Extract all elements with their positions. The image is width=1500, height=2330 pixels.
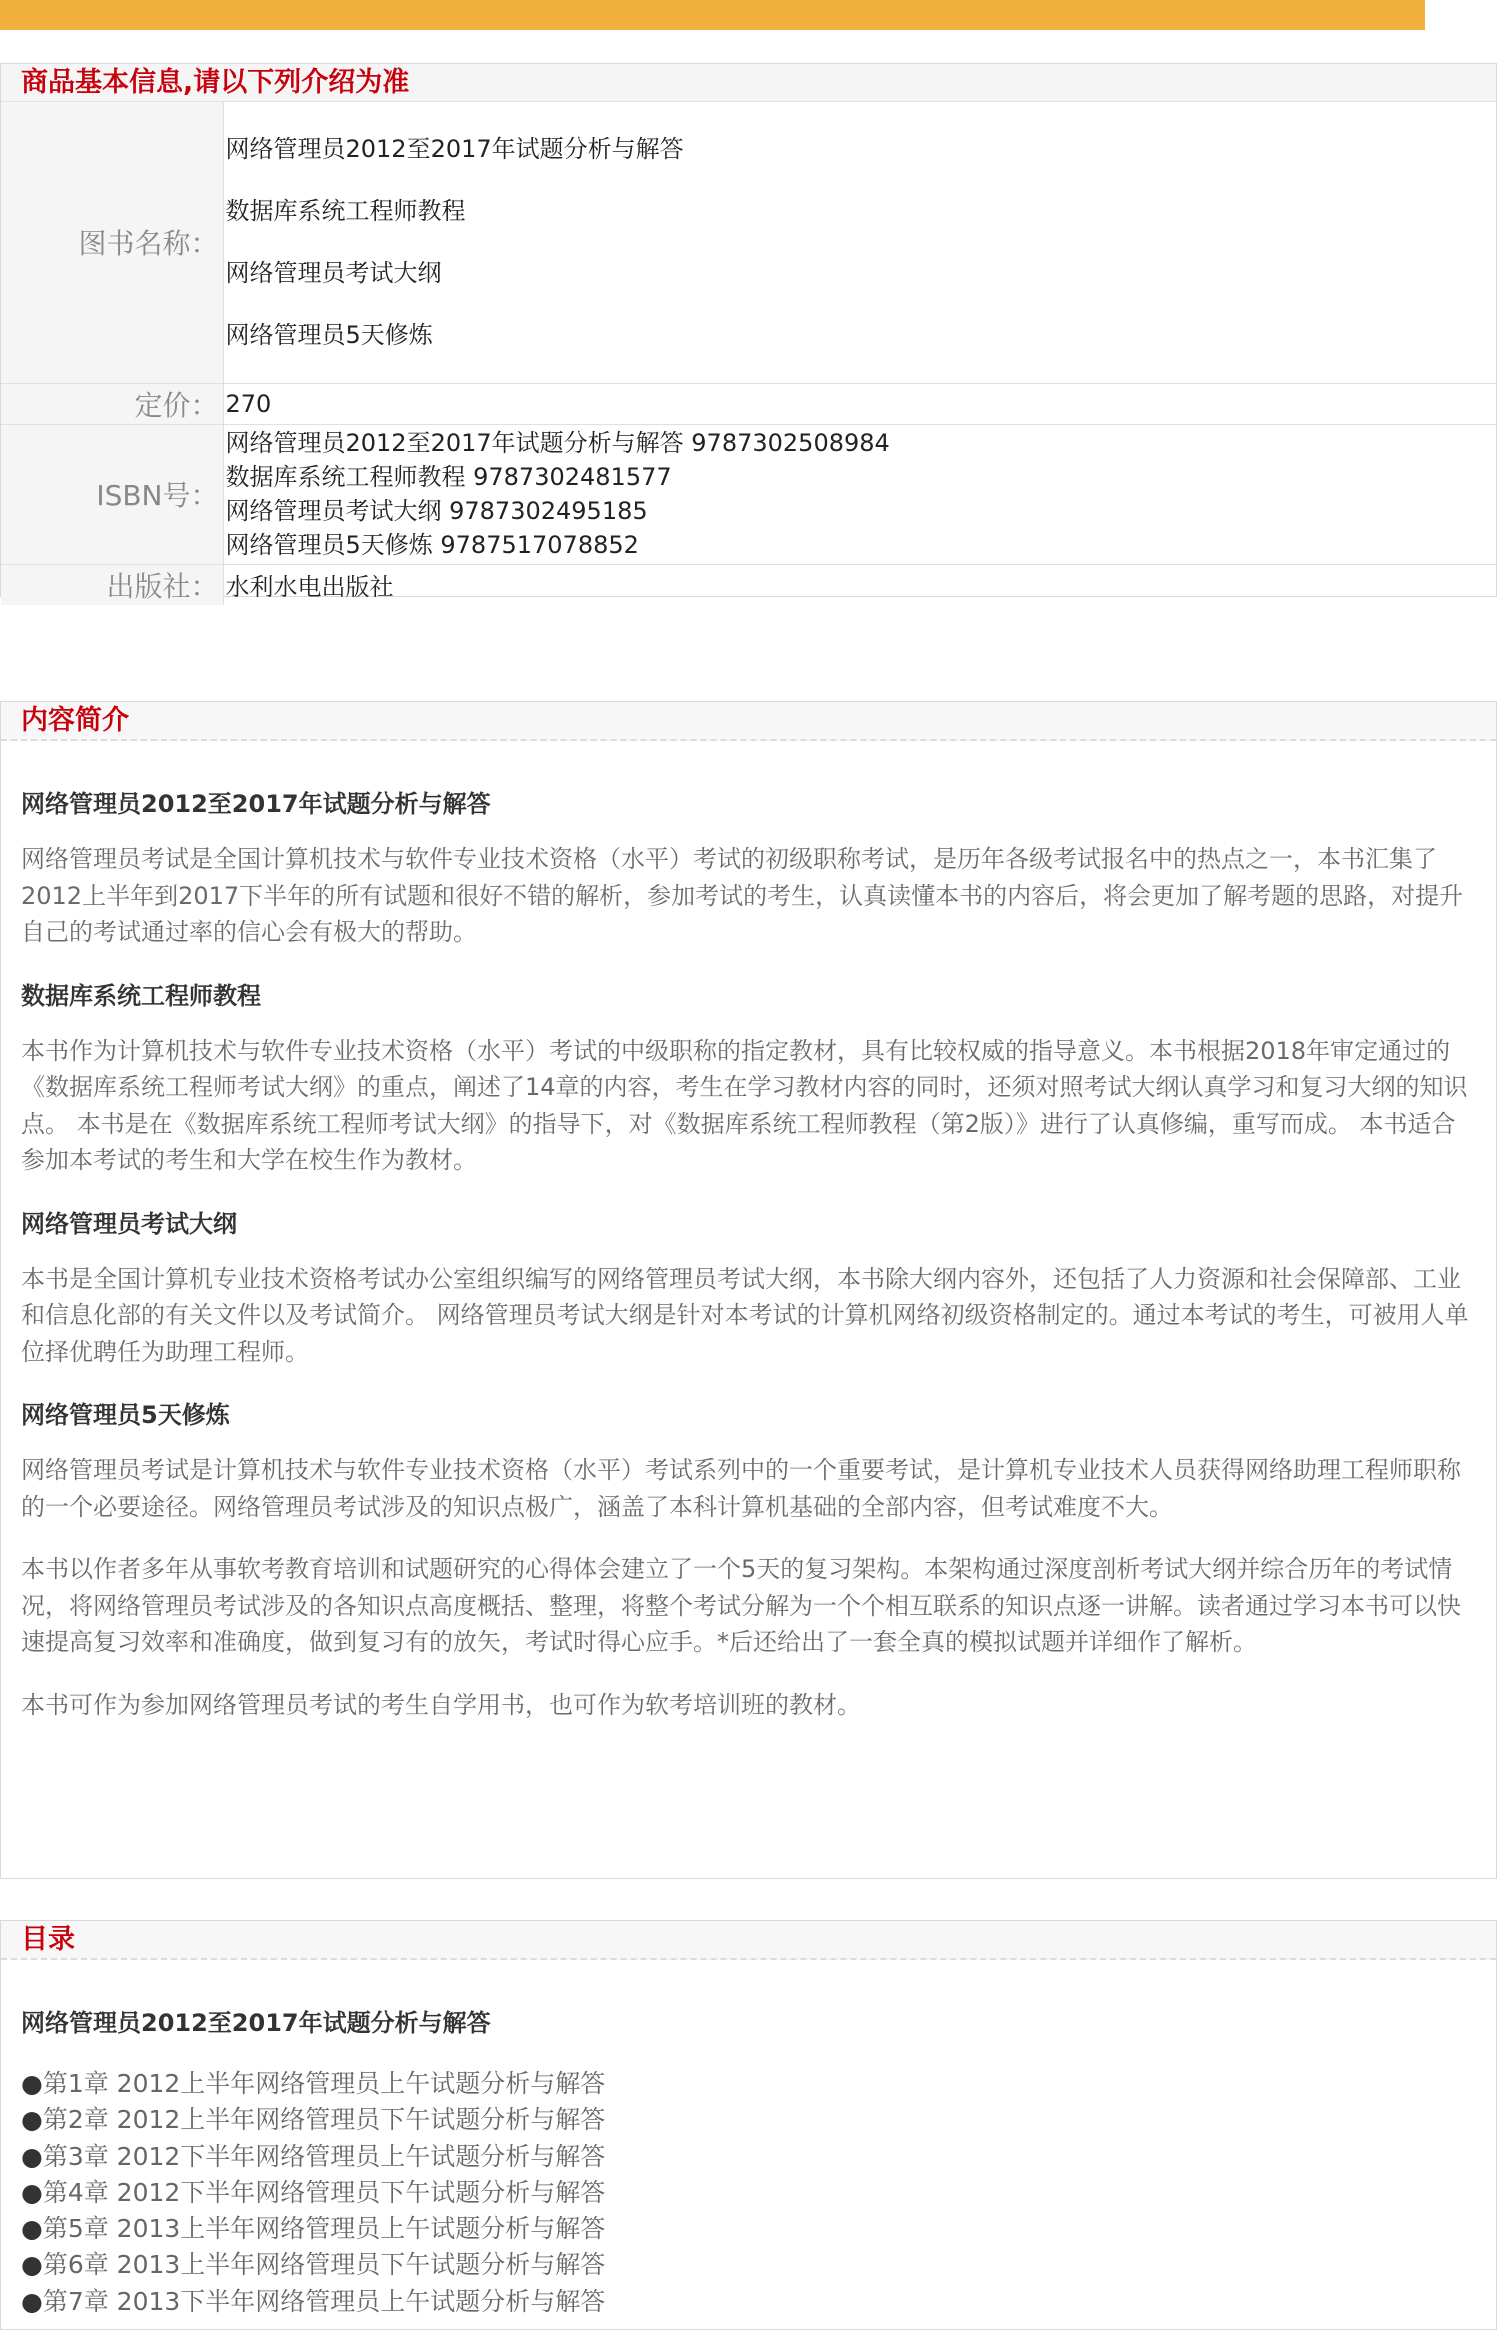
intro-paragraph: 本书是全国计算机专业技术资格考试办公室组织编写的网络管理员考试大纲，本书除大纲内容外，还包括了人力资源和社会保障部、工业和信息化部的有关文件以及考试简介。 网络管理员考试大纲是针对本考试的计算机网络初级资格制定的。通过本考试的考生，可被用人单位择优聘任为助理工程师。 <box>21 1264 1469 1366</box>
toc-content <box>1 1960 1496 2320</box>
price-label: 定价： <box>1 383 223 424</box>
toc-item <box>21 2139 1476 2175</box>
bullet-icon: ● <box>21 2069 43 2098</box>
book-title: 数据库系统工程师教程 <box>225 197 466 226</box>
bullet-icon: ● <box>21 2105 43 2135</box>
basic-info-header: 商品基本信息,请以下列介绍为准 <box>1 64 1496 102</box>
publisher-value: 水利水电出版社 <box>223 564 1496 605</box>
intro-section-title: 网络管理员5天修炼 <box>21 1401 230 1429</box>
top-banner-bar <box>0 0 1425 30</box>
isbn-entry: 网络管理员2012至2017年试题分析与解答 9787302508984 <box>225 429 890 457</box>
toc-panel <box>0 1920 1497 2330</box>
bullet-icon: ● <box>21 2250 43 2280</box>
basic-info-panel <box>0 63 1497 603</box>
intro-paragraph: 网络管理员考试是计算机技术与软件专业技术资格（水平）考试系列中的一个重要考试，是计算机专业技术人员获得网络助理工程师职称的一个必要途径。网络管理员考试涉及的知识点极广，涵盖了本科计算机基础的全部内容，但考试难度不大。 <box>21 1456 1461 1521</box>
book-title: 网络管理员5天修炼 <box>225 321 433 350</box>
toc-item <box>21 2247 1476 2283</box>
bullet-icon: ● <box>21 2177 43 2207</box>
title-label: 图书名称： <box>1 102 223 383</box>
price-value: 270 <box>223 383 1496 424</box>
bullet-icon: ● <box>21 2286 43 2316</box>
toc-item <box>21 2284 1476 2320</box>
title-list <box>223 102 1496 383</box>
toc-item <box>21 2175 1476 2211</box>
toc-item-label: 第4章 2012下半年网络管理员下午试题分析与解答 <box>42 2177 606 2207</box>
toc-item-label: 第3章 2012下半年网络管理员上午试题分析与解答 <box>42 2141 606 2171</box>
toc-item <box>21 2211 1476 2247</box>
intro-section-title: 数据库系统工程师教程 <box>21 981 261 1010</box>
toc-item-label: 第7章 2013下半年网络管理员上午试题分析与解答 <box>42 2286 606 2316</box>
isbn-entry: 网络管理员考试大纲 9787302495185 <box>225 497 648 525</box>
bullet-icon: ● <box>21 2141 43 2171</box>
toc-item <box>21 2066 1476 2102</box>
toc-list <box>21 2066 1476 2320</box>
isbn-entry: 数据库系统工程师教程 9787302481577 <box>225 463 672 491</box>
intro-paragraph: 网络管理员考试是全国计算机技术与软件专业技术资格（水平）考试的初级职称考试，是历年各级考试报名中的热点之一，本书汇集了2012上半年到2017下半年的所有试题和很好不错的解析，参加考试的考生，认真读懂本书的内容后，将会更加了解考题的思路，对提升自己的考试通过率的信心会有极大的帮助。 <box>21 845 1464 946</box>
isbn-label: ISBN号： <box>1 424 223 564</box>
toc-item-label: 第2章 2012上半年网络管理员下午试题分析与解答 <box>42 2105 606 2135</box>
intro-section-title: 网络管理员考试大纲 <box>21 1209 237 1238</box>
basic-info-table <box>1 102 1496 605</box>
isbn-entry: 网络管理员5天修炼 9787517078852 <box>225 531 639 559</box>
intro-header: 内容简介 <box>1 702 1496 741</box>
toc-book-title: 网络管理员2012至2017年试题分析与解答 <box>21 2009 491 2037</box>
isbn-list <box>223 424 1496 564</box>
book-title: 网络管理员2012至2017年试题分析与解答 <box>225 135 684 164</box>
intro-paragraph: 本书作为计算机技术与软件专业技术资格（水平）考试的中级职称的指定教材，具有比较权威的指导意义。本书根据2018年审定通过的《数据库系统工程师考试大纲》的重点，阐述了14章的内容，考生在学习教材内容的同时，还须对照考试大纲认真学习和复习大纲的知识点。 本书是在《数据库系统工程师考试大纲》的指导下，对《数据库系统工程师教程（第2版）》进行了认真修编，重写而成。 本书适合参加本考试的考生和大学在校生作为教材。 <box>21 1036 1468 1174</box>
toc-item-label: 第5章 2013上半年网络管理员上午试题分析与解答 <box>42 2214 606 2244</box>
toc-item <box>21 2102 1476 2138</box>
book-title: 网络管理员考试大纲 <box>225 259 442 288</box>
intro-paragraph: 本书以作者多年从事软考教育培训和试题研究的心得体会建立了一个5天的复习架构。本架构通过深度剖析考试大纲并综合历年的考试情况，将网络管理员考试涉及的各知识点高度概括、整理，将整个考试分解为一个个相互联系的知识点逐一讲解。读者通过学习本书可以快速提高复习效率和准确度，做到复习有的放矢，考试时得心应手。*后还给出了一套全真的模拟试题并详细作了解析。 <box>21 1555 1461 1656</box>
intro-content <box>1 741 1496 1723</box>
toc-item-label: 第6章 2013上半年网络管理员下午试题分析与解答 <box>42 2250 606 2280</box>
publisher-label: 出版社： <box>1 564 223 605</box>
toc-header: 目录 <box>1 1921 1496 1960</box>
bullet-icon: ● <box>21 2214 43 2244</box>
intro-section-title: 网络管理员2012至2017年试题分析与解答 <box>21 790 491 818</box>
intro-panel <box>0 701 1497 1879</box>
intro-paragraph: 本书可作为参加网络管理员考试的考生自学用书，也可作为软考培训班的教材。 <box>21 1690 861 1719</box>
toc-item-label: 第1章 2012上半年网络管理员上午试题分析与解答 <box>42 2069 606 2098</box>
